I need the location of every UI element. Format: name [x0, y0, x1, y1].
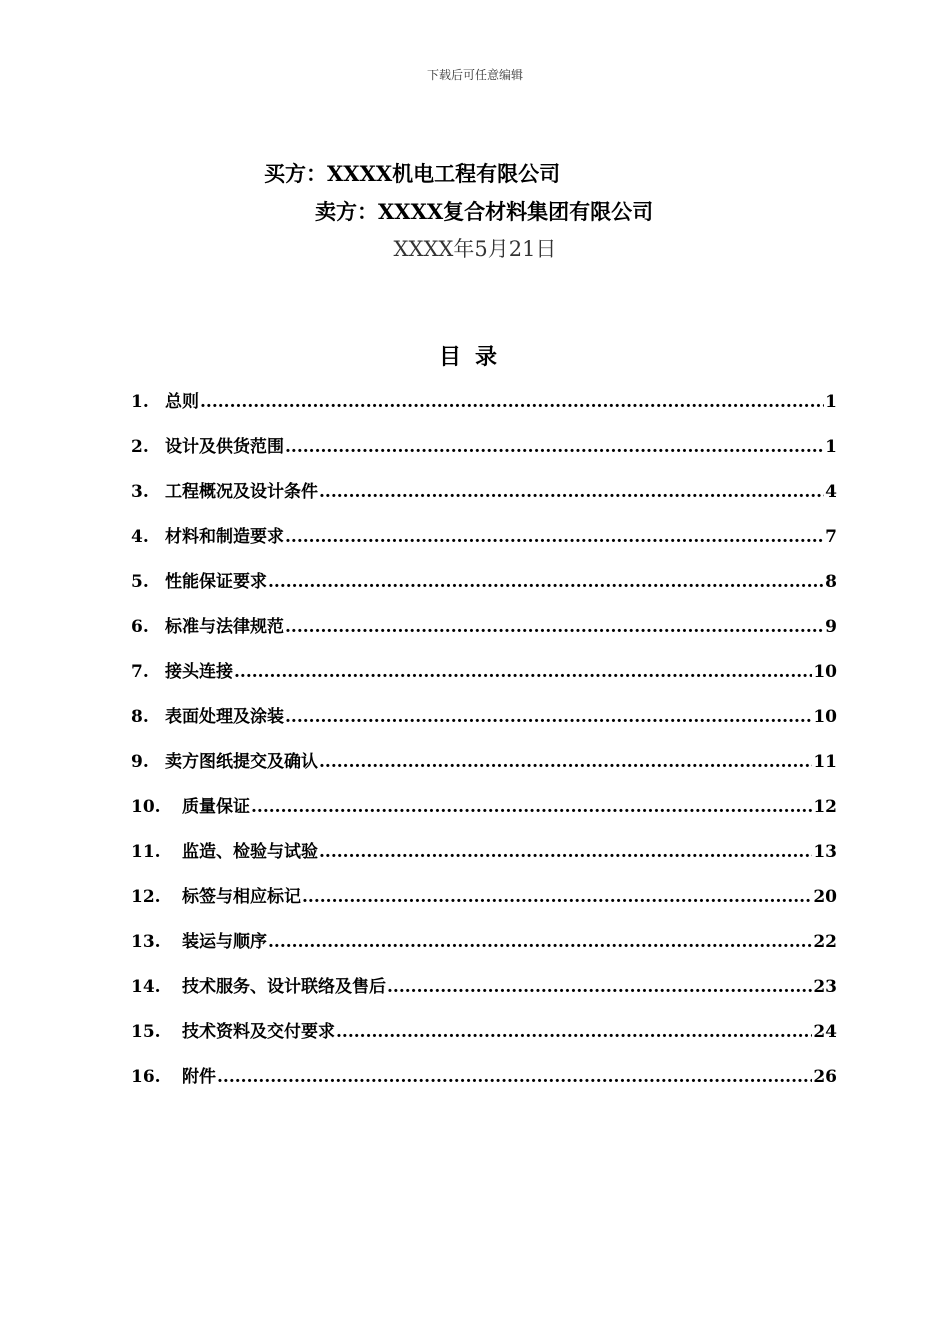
toc-entry-number: 15.: [131, 1022, 161, 1042]
toc-entry-number: 2.: [131, 437, 149, 457]
toc-entry-title: 技术服务、设计联络及售后: [182, 977, 386, 997]
toc-entry-page: 11: [813, 752, 837, 772]
toc-entry-title: 接头连接: [165, 662, 233, 682]
toc-entry-title: 材料和制造要求: [165, 527, 284, 547]
toc-entry-page: 9: [825, 617, 837, 637]
buyer-line: 买方：XXXX机电工程有限公司: [264, 161, 561, 186]
toc-entry-title: 标签与相应标记: [182, 887, 301, 907]
toc-entry[interactable]: [131, 470, 837, 515]
toc-entry-number: 8.: [131, 707, 149, 727]
toc-entry-page: 4: [825, 482, 837, 502]
toc-entry-title: 附件: [182, 1067, 216, 1087]
toc-entry[interactable]: [131, 965, 837, 1010]
toc-dot-leader: [217, 1055, 812, 1100]
seller-line: 卖方：XXXX复合材料集团有限公司: [315, 199, 654, 224]
toc-entry-page: 10: [813, 662, 837, 682]
toc-entry-title: 设计及供货范围: [165, 437, 284, 457]
toc-entry[interactable]: [131, 830, 837, 875]
toc-entry[interactable]: [131, 920, 837, 965]
toc-entry-title: 性能保证要求: [165, 572, 267, 592]
toc-entry-number: 13.: [131, 932, 161, 952]
toc-dot-leader: [285, 695, 812, 740]
toc-entry[interactable]: [131, 515, 837, 560]
toc-entry-title: 质量保证: [182, 797, 250, 817]
toc-entry-page: 26: [813, 1067, 837, 1087]
toc-entry-number: 4.: [131, 527, 149, 547]
toc-entry-number: 10.: [131, 797, 161, 817]
toc-entry-number: 11.: [131, 842, 161, 862]
toc-entry[interactable]: [131, 425, 837, 470]
toc-entry-page: 24: [813, 1022, 837, 1042]
toc-entry-title: 工程概况及设计条件: [165, 482, 318, 502]
toc-entry-number: 6.: [131, 617, 149, 637]
toc-dot-leader: [285, 425, 824, 470]
toc-entry-title: 监造、检验与试验: [182, 842, 318, 862]
toc-entry-number: 16.: [131, 1067, 161, 1087]
toc-entry[interactable]: [131, 695, 837, 740]
table-of-contents: [131, 380, 837, 1100]
toc-entry-page: 8: [825, 572, 837, 592]
toc-dot-leader: [200, 380, 824, 425]
toc-entry[interactable]: [131, 1010, 837, 1055]
toc-dot-leader: [268, 560, 824, 605]
toc-dot-leader: [387, 965, 812, 1010]
toc-entry-page: 1: [825, 392, 837, 412]
toc-entry-page: 10: [813, 707, 837, 727]
toc-dot-leader: [251, 785, 812, 830]
toc-entry-number: 1.: [131, 392, 149, 412]
toc-dot-leader: [285, 605, 824, 650]
toc-dot-leader: [268, 920, 812, 965]
toc-entry[interactable]: [131, 875, 837, 920]
toc-entry-number: 5.: [131, 572, 149, 592]
toc-entry-title: 技术资料及交付要求: [182, 1022, 335, 1042]
toc-entry[interactable]: [131, 1055, 837, 1100]
toc-dot-leader: [319, 830, 812, 875]
toc-dot-leader: [336, 1010, 812, 1055]
toc-dot-leader: [285, 515, 824, 560]
toc-entry-page: 12: [813, 797, 837, 817]
toc-entry-title: 总则: [165, 392, 199, 412]
document-date: XXXX年5月21日: [393, 237, 557, 261]
toc-entry-number: 12.: [131, 887, 161, 907]
page-header-note: 下载后可任意编辑: [426, 68, 523, 82]
toc-entry[interactable]: [131, 785, 837, 830]
toc-entry-title: 表面处理及涂装: [165, 707, 284, 727]
toc-entry[interactable]: [131, 740, 837, 785]
toc-entry-title: 标准与法律规范: [165, 617, 284, 637]
toc-entry-number: 7.: [131, 662, 149, 682]
toc-entry-page: 1: [825, 437, 837, 457]
toc-dot-leader: [234, 650, 812, 695]
toc-dot-leader: [319, 740, 812, 785]
toc-entry-page: 13: [813, 842, 837, 862]
toc-dot-leader: [302, 875, 812, 920]
toc-entry-page: 22: [813, 932, 837, 952]
toc-dot-leader: [319, 470, 824, 515]
toc-entry-title: 装运与顺序: [182, 932, 267, 952]
toc-entry[interactable]: [131, 650, 837, 695]
toc-entry-title: 卖方图纸提交及确认: [165, 752, 318, 772]
toc-entry-number: 3.: [131, 482, 149, 502]
toc-entry-page: 23: [813, 977, 837, 997]
toc-entry-page: 20: [813, 887, 837, 907]
toc-entry-number: 9.: [131, 752, 149, 772]
toc-entry-number: 14.: [131, 977, 161, 997]
toc-entry[interactable]: [131, 380, 837, 425]
toc-entry[interactable]: [131, 605, 837, 650]
toc-entry[interactable]: [131, 560, 837, 605]
toc-title: 目录: [438, 345, 511, 370]
toc-entry-page: 7: [825, 527, 837, 547]
